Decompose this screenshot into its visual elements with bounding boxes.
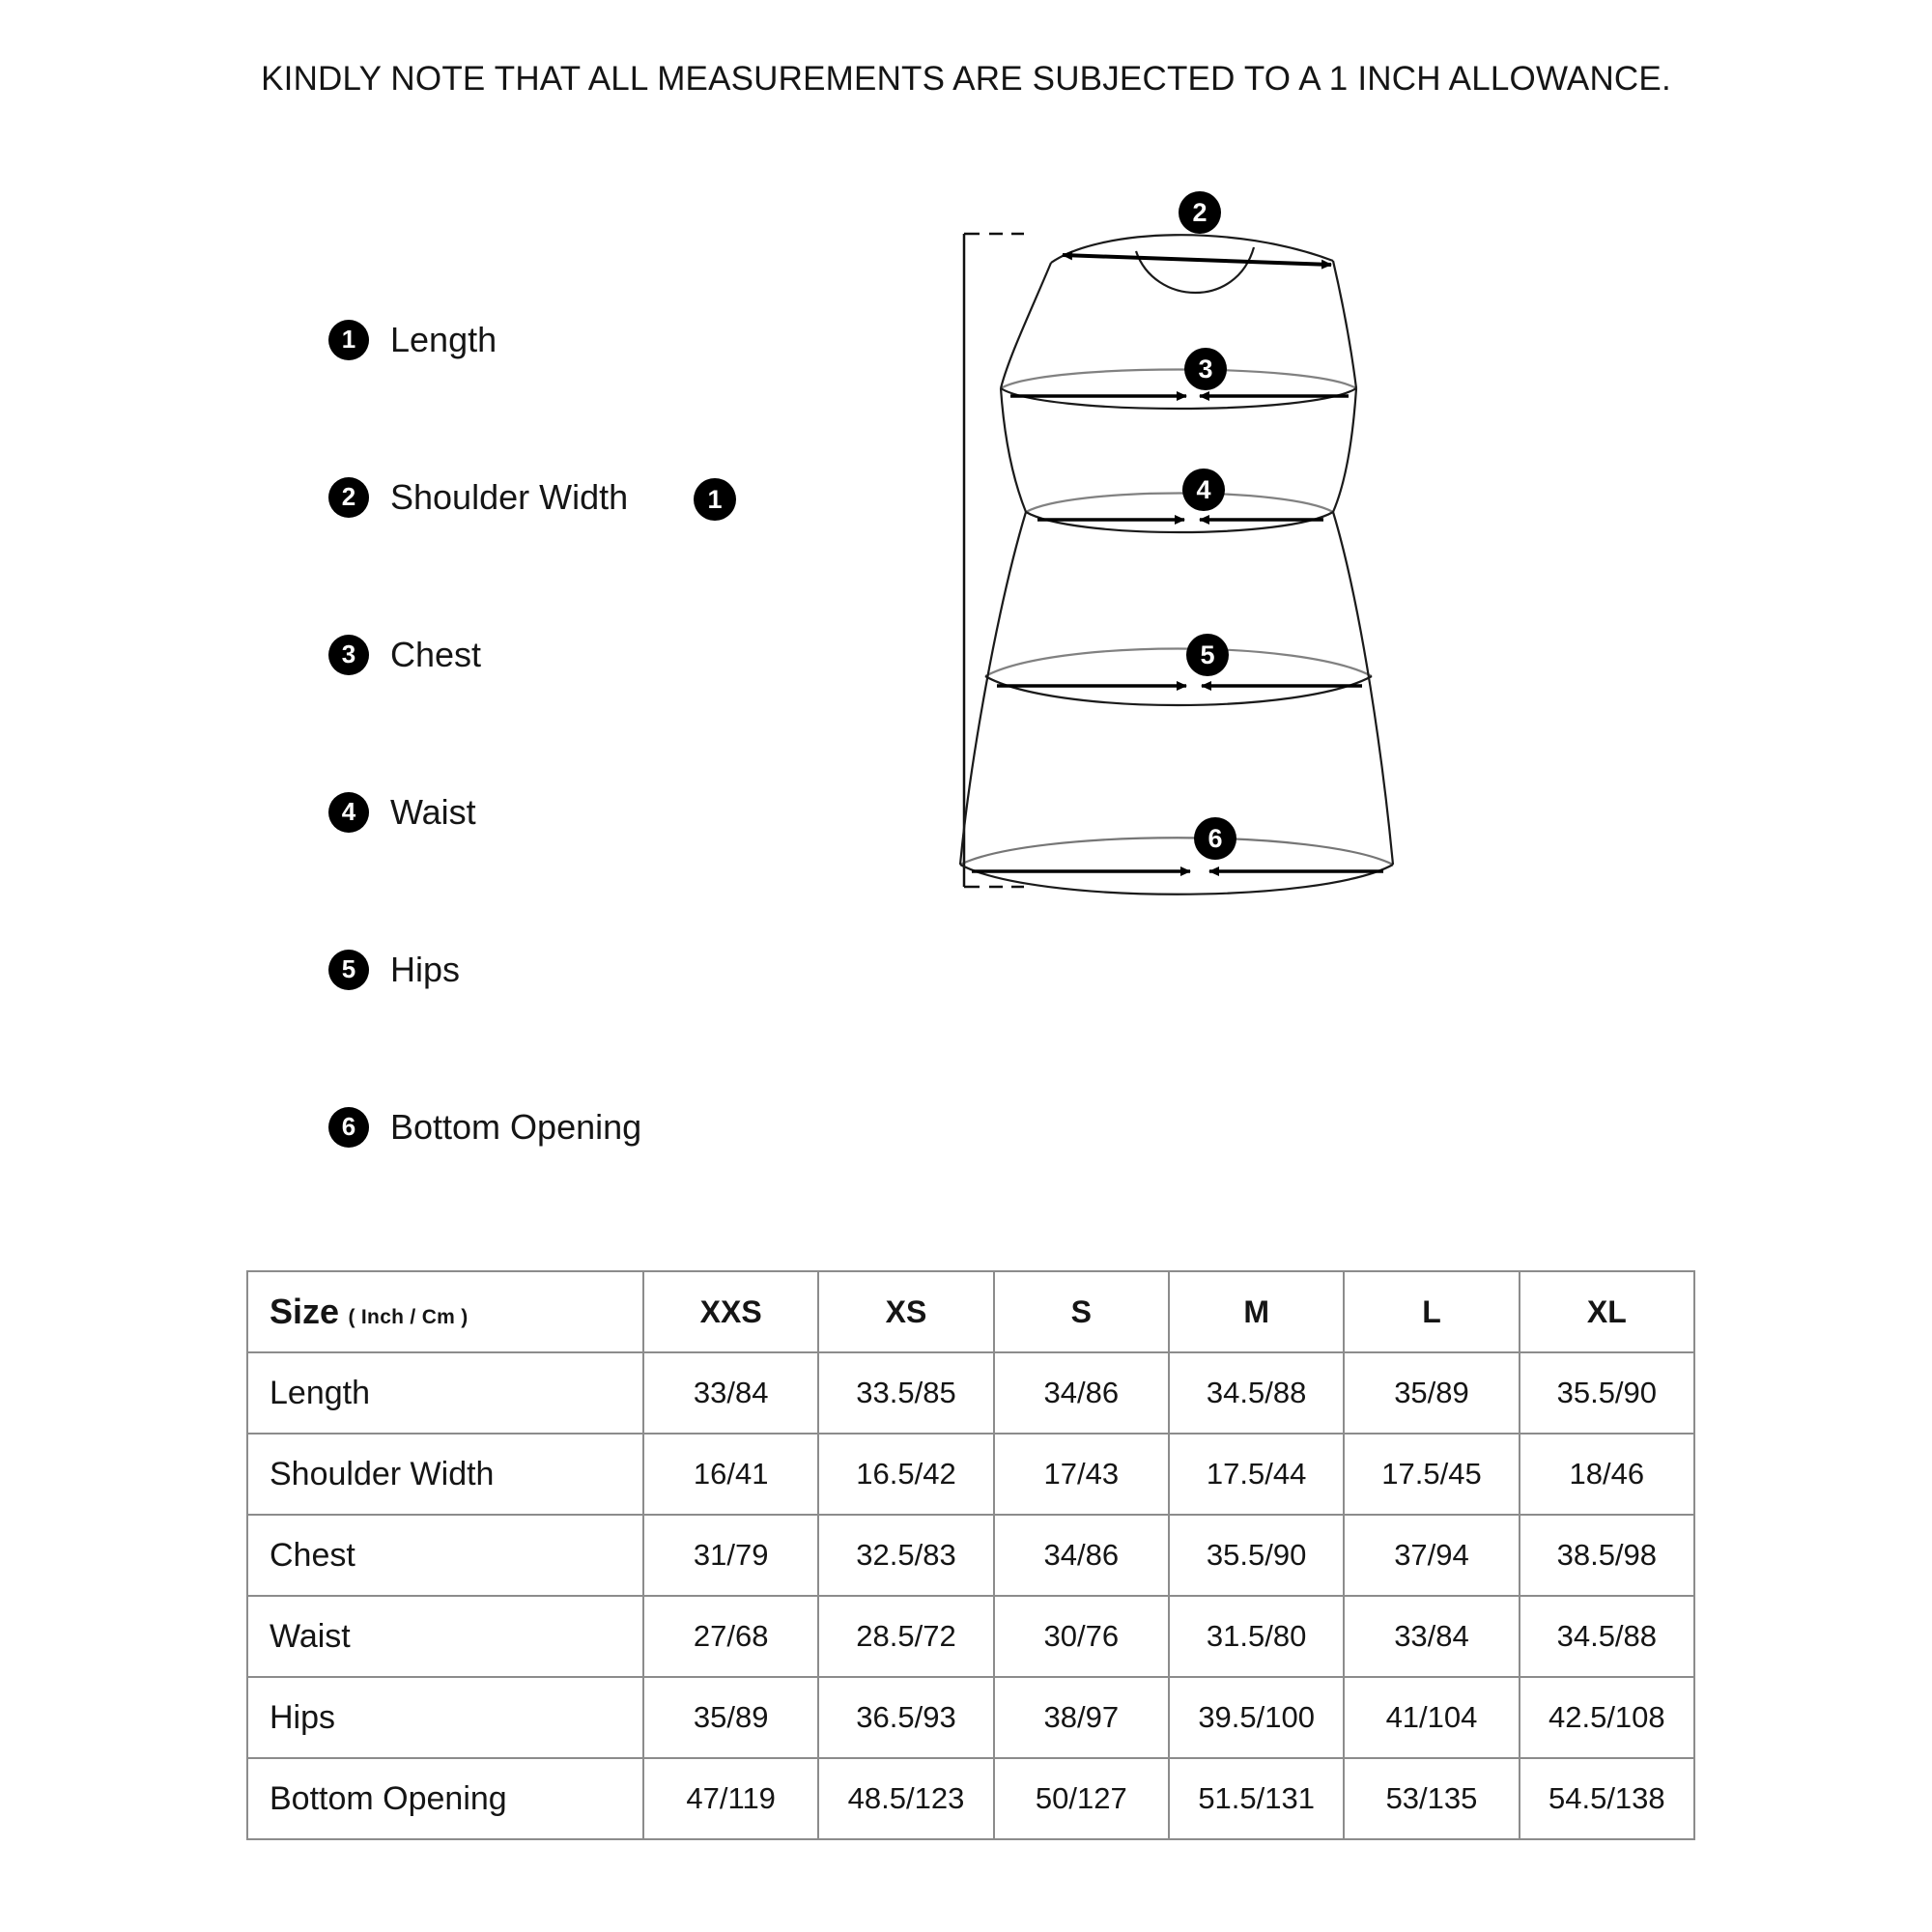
row-label-shoulder-width: Shoulder Width — [247, 1434, 643, 1515]
row-label-waist: Waist — [247, 1596, 643, 1677]
legend-item-waist — [328, 733, 908, 891]
cell-shoulder-width-xs: 16.5/42 — [818, 1434, 993, 1515]
cell-hips-l: 41/104 — [1344, 1677, 1519, 1758]
legend-item-shoulder-width — [328, 418, 908, 576]
cell-length-l: 35/89 — [1344, 1352, 1519, 1434]
cell-waist-xxs: 27/68 — [643, 1596, 818, 1677]
figure-badge-shoulder-width: 2 — [1179, 191, 1221, 234]
column-header-xl: XL — [1520, 1271, 1694, 1352]
column-header-xxs: XXS — [643, 1271, 818, 1352]
cell-hips-s: 38/97 — [994, 1677, 1169, 1758]
measurement-legend — [328, 261, 908, 1206]
cell-length-xs: 33.5/85 — [818, 1352, 993, 1434]
legend-label-6: Bottom Opening — [390, 1106, 642, 1147]
table-row — [247, 1434, 1694, 1515]
row-label-hips: Hips — [247, 1677, 643, 1758]
cell-bottom-opening-xs: 48.5/123 — [818, 1758, 993, 1839]
table-row — [247, 1758, 1694, 1839]
cell-chest-xl: 38.5/98 — [1520, 1515, 1694, 1596]
cell-length-m: 34.5/88 — [1169, 1352, 1344, 1434]
figure-badge-length: 1 — [694, 478, 736, 521]
size-table-wrapper — [246, 1270, 1695, 1840]
dress-diagram — [707, 197, 1565, 918]
cell-chest-xxs: 31/79 — [643, 1515, 818, 1596]
legend-label-5: Hips — [390, 949, 461, 989]
legend-badge-5: 5 — [328, 950, 369, 990]
row-label-bottom-opening: Bottom Opening — [247, 1758, 643, 1839]
cell-shoulder-width-xxs: 16/41 — [643, 1434, 818, 1515]
table-row — [247, 1515, 1694, 1596]
cell-waist-m: 31.5/80 — [1169, 1596, 1344, 1677]
table-header-row — [247, 1271, 1694, 1352]
cell-length-xl: 35.5/90 — [1520, 1352, 1694, 1434]
cell-hips-xl: 42.5/108 — [1520, 1677, 1694, 1758]
size-table — [246, 1270, 1695, 1840]
cell-chest-l: 37/94 — [1344, 1515, 1519, 1596]
cell-waist-l: 33/84 — [1344, 1596, 1519, 1677]
figure-badge-waist: 4 — [1182, 469, 1225, 511]
cell-bottom-opening-l: 53/135 — [1344, 1758, 1519, 1839]
legend-badge-6: 6 — [328, 1107, 369, 1148]
cell-length-s: 34/86 — [994, 1352, 1169, 1434]
legend-label-1: Length — [390, 319, 497, 359]
cell-waist-xl: 34.5/88 — [1520, 1596, 1694, 1677]
cell-hips-xxs: 35/89 — [643, 1677, 818, 1758]
dress-outline — [960, 235, 1393, 895]
length-bracket — [964, 234, 1024, 887]
row-label-length: Length — [247, 1352, 643, 1434]
legend-label-4: Waist — [390, 791, 476, 832]
cell-hips-m: 39.5/100 — [1169, 1677, 1344, 1758]
legend-badge-3: 3 — [328, 635, 369, 675]
legend-item-chest — [328, 576, 908, 733]
cell-chest-m: 35.5/90 — [1169, 1515, 1344, 1596]
table-row — [247, 1352, 1694, 1434]
cell-length-xxs: 33/84 — [643, 1352, 818, 1434]
row-label-chest: Chest — [247, 1515, 643, 1596]
cell-bottom-opening-xxs: 47/119 — [643, 1758, 818, 1839]
cell-shoulder-width-l: 17.5/45 — [1344, 1434, 1519, 1515]
legend-badge-2: 2 — [328, 477, 369, 518]
cell-shoulder-width-s: 17/43 — [994, 1434, 1169, 1515]
cell-shoulder-width-m: 17.5/44 — [1169, 1434, 1344, 1515]
column-header-s: S — [994, 1271, 1169, 1352]
allowance-note: KINDLY NOTE THAT ALL MEASUREMENTS ARE SUBJECTED TO A 1 INCH ALLOWANCE. — [261, 60, 1671, 98]
cell-hips-xs: 36.5/93 — [818, 1677, 993, 1758]
legend-label-3: Chest — [390, 634, 482, 674]
cell-chest-s: 34/86 — [994, 1515, 1169, 1596]
figure-badge-chest: 3 — [1184, 348, 1227, 390]
column-header-l: L — [1344, 1271, 1519, 1352]
column-header-xs: XS — [818, 1271, 993, 1352]
figure-badge-hips: 5 — [1186, 634, 1229, 676]
cell-chest-xs: 32.5/83 — [818, 1515, 993, 1596]
cell-waist-s: 30/76 — [994, 1596, 1169, 1677]
shoulder-width-arrow — [1063, 255, 1331, 265]
cell-bottom-opening-s: 50/127 — [994, 1758, 1169, 1839]
legend-item-hips — [328, 891, 908, 1048]
figure-badge-bottom-opening: 6 — [1194, 817, 1236, 860]
cell-bottom-opening-xl: 54.5/138 — [1520, 1758, 1694, 1839]
table-corner-cell — [247, 1271, 643, 1352]
table-row — [247, 1677, 1694, 1758]
cell-waist-xs: 28.5/72 — [818, 1596, 993, 1677]
legend-label-2: Shoulder Width — [390, 476, 629, 517]
column-header-m: M — [1169, 1271, 1344, 1352]
dress-illustration-svg — [947, 222, 1565, 918]
table-row — [247, 1596, 1694, 1677]
legend-badge-4: 4 — [328, 792, 369, 833]
cell-bottom-opening-m: 51.5/131 — [1169, 1758, 1344, 1839]
size-title: Size — [270, 1292, 340, 1331]
legend-badge-1: 1 — [328, 320, 369, 360]
cell-shoulder-width-xl: 18/46 — [1520, 1434, 1694, 1515]
size-unit: ( Inch / Cm ) — [348, 1306, 469, 1328]
legend-item-length — [328, 261, 908, 418]
legend-item-bottom-opening — [328, 1048, 908, 1206]
